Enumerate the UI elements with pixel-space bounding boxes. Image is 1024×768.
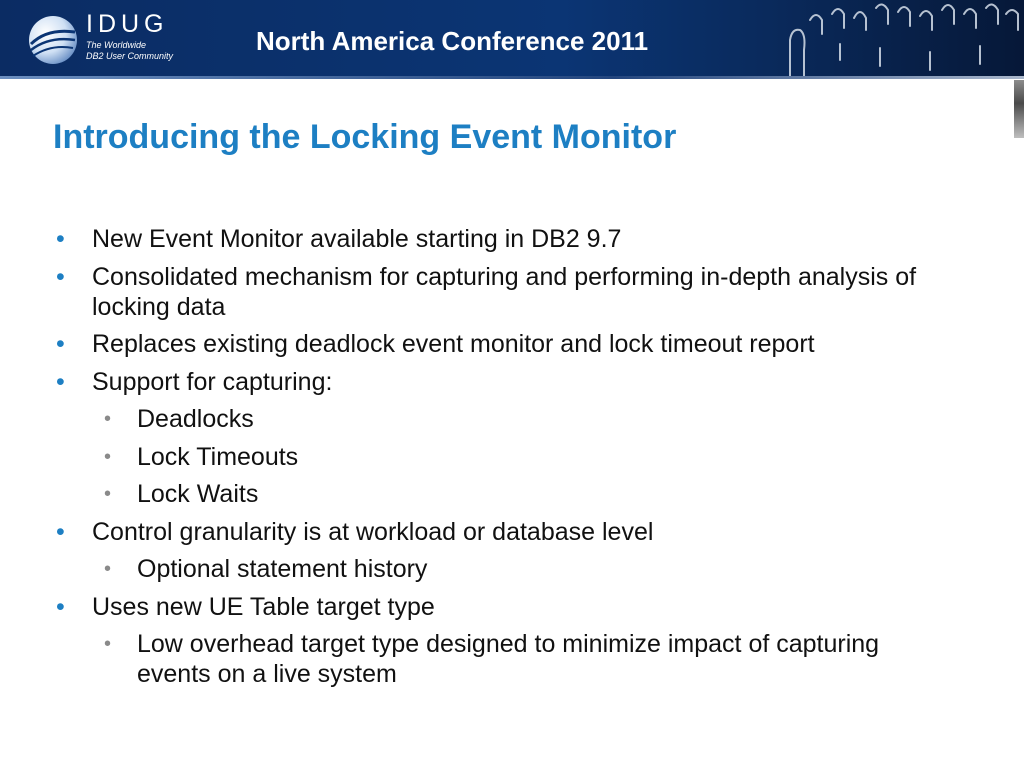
bullet-level1-icon: • <box>56 367 65 396</box>
bullet-level1-icon: • <box>56 225 65 253</box>
bullet-level2-icon: • <box>104 633 112 655</box>
sub-bullet-item <box>0 479 897 509</box>
bullet-level1-icon: • <box>56 592 65 621</box>
bullet-level2-icon: • <box>104 558 112 580</box>
header-banner <box>0 0 1024 76</box>
bullet-list <box>0 224 1024 697</box>
bullet-item <box>0 224 932 254</box>
bullet-level2-icon: • <box>104 408 112 430</box>
slide-title: Introducing the Locking Event Monitor <box>53 118 677 156</box>
bullet-item <box>0 517 932 547</box>
bullet-level1-icon: • <box>56 517 65 546</box>
logo-tagline-line: DB2 User Community <box>86 51 174 61</box>
conference-title: North America Conference 2011 <box>256 26 649 56</box>
bullet-text: Uses new UE Table target type <box>92 592 435 621</box>
sub-bullet-text: Low overhead target type designed to minimize impact of capturing events on a live system <box>137 630 880 688</box>
sub-bullet-text: Deadlocks <box>137 405 254 433</box>
sub-bullet-text: Lock Timeouts <box>137 442 299 471</box>
bullet-item <box>0 367 932 397</box>
logo-name: IDUG <box>86 10 169 38</box>
bullet-text: Control granularity is at workload or database level <box>92 517 654 546</box>
logo-tagline-line: The Worldwide <box>86 40 147 50</box>
bullet-level2-icon: • <box>104 445 112 468</box>
bullet-text: Replaces existing deadlock event monitor and lock timeout report <box>92 330 815 358</box>
sub-bullet-item <box>0 629 897 689</box>
bullet-text: Consolidated mechanism for capturing and performing in-depth analysis of locking data <box>92 262 917 321</box>
bullet-level1-icon: • <box>56 330 65 358</box>
bullet-level1-icon: • <box>56 262 65 291</box>
idug-logo-icon <box>27 14 79 66</box>
sub-bullet-item <box>0 404 897 434</box>
bullet-text: New Event Monitor available starting in DB2 9.7 <box>92 225 622 253</box>
sub-bullet-text: Optional statement history <box>137 555 428 583</box>
sub-bullet-item <box>0 442 897 472</box>
bullet-level2-icon: • <box>104 483 112 505</box>
bullet-text: Support for capturing: <box>92 367 333 396</box>
logo-tagline <box>86 40 196 62</box>
header-divider <box>0 76 1024 79</box>
bullet-item <box>0 262 932 322</box>
sub-bullet-item <box>0 554 897 584</box>
crowd-silhouette-decoration <box>780 0 1024 76</box>
bullet-item <box>0 329 932 359</box>
edge-decoration <box>1014 80 1024 138</box>
bullet-item <box>0 592 932 622</box>
sub-bullet-text: Lock Waits <box>137 480 259 508</box>
